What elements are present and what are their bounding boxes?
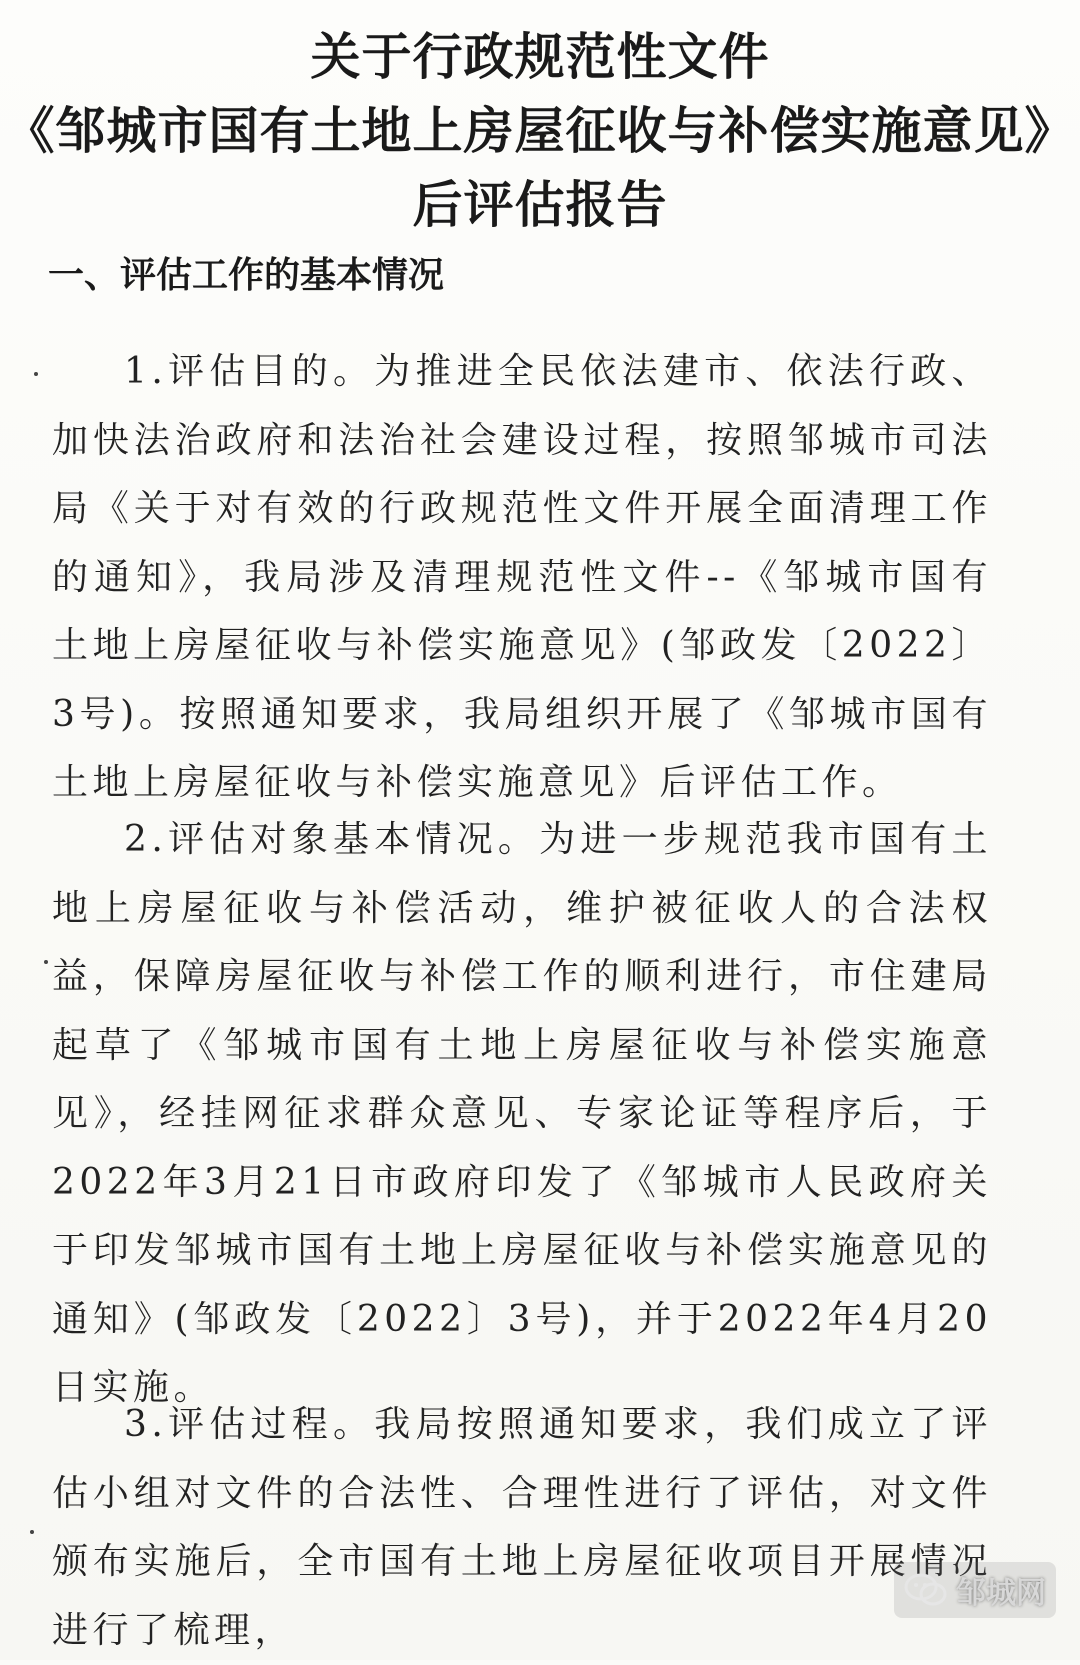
paragraph-evaluation-purpose: 1.评估目的。为推进全民依法建市、依法行政、加快法治政府和法治社会建设过程，按照邹城市司法局《关于对有效的行政规范性文件开展全面清理工作的通知》，我局涉及清理规范性文件--《邹城市国有土地上房屋征收与补偿实施意见》(邹政发〔2022〕3号)。按照通知要求，我局组织开展了《邹城市国有土地上房屋征收与补偿实施意见》后评估工作。 [52,351,992,803]
scan-speck [44,960,48,964]
watermark-label: 邹城网 [956,1576,1046,1611]
wechat-icon [904,1572,948,1608]
title-line-2: 《邹城市国有土地上房屋征收与补偿实施意见》 [4,101,1076,160]
paragraph-evaluation-subject: 2.评估对象基本情况。为进一步规范我市国有土地上房屋征收与补偿活动，维护被征收人的合法权益，保障房屋征收与补偿工作的顺利进行，市住建局起草了《邹城市国有土地上房屋征收与补偿实施意见》，经挂网征求群众意见、专家论证等程序后，于2022年3月21日市政府印发了《邹城市人民政府关于印发邹城市国有土地上房屋征收与补偿实施意见的通知》(邹政发〔2022〕3号)，并于2022年4月20日实施。 [52,819,992,1408]
scan-speck [34,372,38,376]
title-line-1: 关于行政规范性文件 [310,27,770,86]
scan-speck [30,1530,34,1534]
document-title [0,20,1080,242]
title-line-3: 后评估报告 [412,175,668,234]
section-heading: 一、评估工作的基本情况 [48,255,445,296]
watermark [894,1562,1056,1618]
paragraph-evaluation-process: 3.评估过程。我局按照通知要求，我们成立了评估小组对文件的合法性、合理性进行了评估，对文件颁布实施后，全市国有土地上房屋征收项目开展情况进行了梳理， [52,1404,992,1651]
